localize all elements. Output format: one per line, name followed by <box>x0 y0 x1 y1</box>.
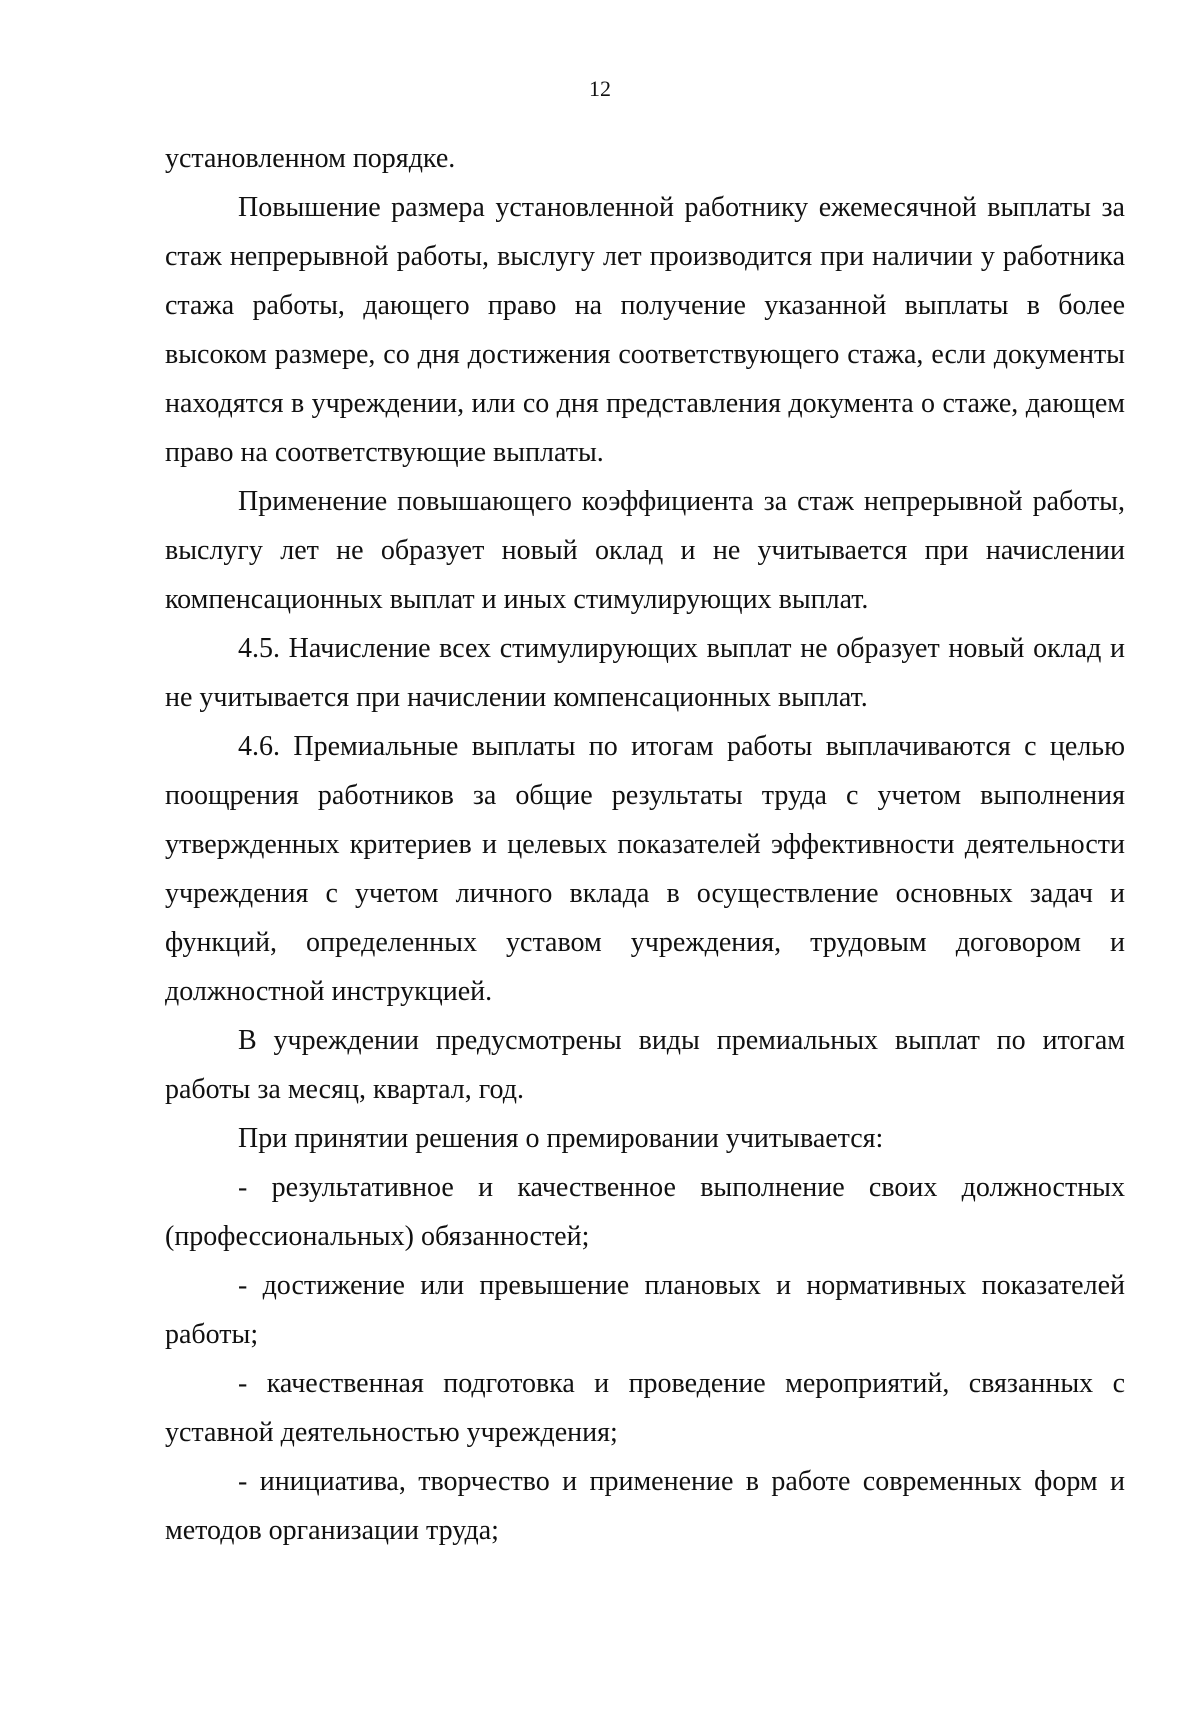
paragraph-continuation: установленном порядке. <box>165 143 456 174</box>
paragraph-bonus-types: В учреждении предусмотрены виды премиальных выплат по итогам работы за месяц, квартал, год. <box>165 1025 1125 1105</box>
list-item-initiative: - инициатива, творчество и применение в работе современных форм и методов организации труда; <box>165 1466 1125 1546</box>
list-item-events: - качественная подготовка и проведение мероприятий, связанных с уставной деятельностью учреждения; <box>165 1368 1125 1448</box>
list-item-duties: - результативное и качественное выполнение своих должностных (профессиональных) обязанностей; <box>165 1172 1125 1252</box>
paragraph-4-5: 4.5. Начисление всех стимулирующих выплат не образует новый оклад и не учитывается при начислении компенсационных выплат. <box>165 633 1125 713</box>
paragraph-4-6: 4.6. Премиальные выплаты по итогам работы выплачиваются с целью поощрения работников за общие результаты труда с учетом выполнения утвержденных критериев и целевых показателей эффективности деятельности учреждения с учетом личного вклада в осуществление основных задач и функций, определенных уставом учреждения, трудовым договором и должностной инструкцией. <box>165 731 1125 1007</box>
document-body <box>165 134 1125 1555</box>
page-number: 12 <box>589 76 611 101</box>
paragraph-bonus-criteria-intro: При принятии решения о премировании учитывается: <box>238 1123 884 1154</box>
list-item-targets: - достижение или превышение плановых и нормативных показателей работы; <box>165 1270 1125 1350</box>
paragraph-seniority-increase: Повышение размера установленной работнику ежемесячной выплаты за стаж непрерывной работы, выслугу лет производится при наличии у работника стажа работы, дающего право на получение указанной выплаты в более высоком размере, со дня достижения соответствующего стажа, если документы находятся в учреждении, или со дня представления документа о стаже, дающем право на соответствующие выплаты. <box>165 192 1125 468</box>
paragraph-coefficient: Применение повышающего коэффициента за стаж непрерывной работы, выслугу лет не образует новый оклад и не учитывается при начислении компенсационных выплат и иных стимулирующих выплат. <box>165 486 1125 615</box>
